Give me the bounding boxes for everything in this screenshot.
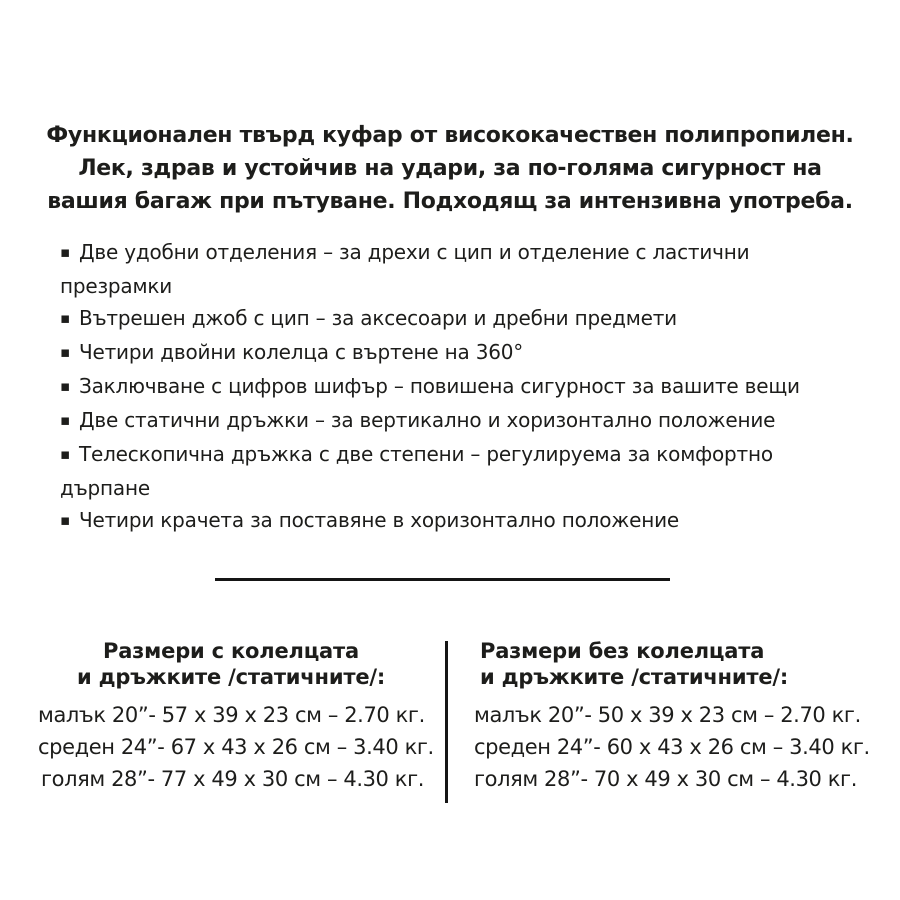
- title-line-2: и дръжките /статичните/:: [76, 665, 386, 689]
- size-row-medium: среден 24”- 67 х 43 х 26 см – 3.40 кг.: [38, 735, 434, 759]
- dimensions-without-wheels-section: [474, 638, 874, 795]
- feature-item-wheels: [60, 336, 850, 370]
- dimensions-without-wheels-title: [474, 638, 874, 690]
- feature-item-lock: [60, 370, 850, 404]
- dimensions-with-wheels-title: [38, 638, 424, 690]
- bullet-square-icon: ▪: [60, 445, 70, 463]
- dimensions-with-wheels-section: [38, 638, 434, 795]
- feature-text: Заключване с цифров шифър – повишена сигурност за вашите вещи: [78, 374, 800, 398]
- feature-item-static-handles: [60, 404, 850, 438]
- bullet-square-icon: ▪: [60, 411, 70, 429]
- feature-text: Две удобни отделения – за дрехи с цип и отделение с ластични презрамки: [60, 240, 750, 298]
- vertical-divider: [445, 641, 448, 803]
- bullet-square-icon: ▪: [60, 309, 70, 327]
- feature-text: Телескопична дръжка с две степени – регулируема за комфортно дърпане: [60, 442, 773, 500]
- size-row-large: голям 28”- 77 х 49 х 30 см – 4.30 кг.: [41, 767, 424, 791]
- dimensions-with-wheels-rows: [38, 699, 434, 795]
- title-line-2: и дръжките /статичните/:: [480, 665, 789, 689]
- feature-text: Две статични дръжки – за вертикално и хоризонтално положение: [78, 408, 776, 432]
- feature-list: [60, 236, 850, 538]
- bullet-square-icon: ▪: [60, 243, 70, 261]
- intro-line-1: Функционален твърд куфар от висококачествен полипропилен.: [46, 123, 854, 148]
- title-line-1: Размери с колелцата: [103, 639, 359, 663]
- title-line-1: Размери без колелцата: [480, 639, 765, 663]
- feature-text: Вътрешен джоб с цип – за аксесоари и дребни предмети: [78, 306, 677, 330]
- feature-item-telescopic-handle: [60, 438, 850, 504]
- feature-text: Четири двойни колелца с въртене на 360°: [78, 340, 524, 364]
- intro-line-2: Лек, здрав и устойчив на удари, за по-голяма сигурност на: [78, 156, 822, 181]
- feature-text: Четири крачета за поставяне в хоризонтално положение: [78, 508, 679, 532]
- feature-item-feet: [60, 504, 850, 538]
- feature-item-inner-pocket: [60, 302, 850, 336]
- size-row-large: голям 28”- 70 х 49 х 30 см – 4.30 кг.: [474, 767, 857, 791]
- bullet-square-icon: ▪: [60, 511, 70, 529]
- feature-item-compartments: [60, 236, 850, 302]
- size-row-small: малък 20”- 50 х 39 х 23 см – 2.70 кг.: [474, 703, 861, 727]
- dimensions-without-wheels-rows: [474, 699, 874, 795]
- bullet-square-icon: ▪: [60, 343, 70, 361]
- horizontal-divider: [215, 578, 670, 581]
- size-row-medium: среден 24”- 60 х 43 х 26 см – 3.40 кг.: [474, 735, 870, 759]
- intro-line-3: вашия багаж при пътуване. Подходящ за интензивна употреба.: [47, 189, 853, 214]
- intro-paragraph: [20, 119, 880, 218]
- size-row-small: малък 20”- 57 х 39 х 23 см – 2.70 кг.: [38, 703, 425, 727]
- bullet-square-icon: ▪: [60, 377, 70, 395]
